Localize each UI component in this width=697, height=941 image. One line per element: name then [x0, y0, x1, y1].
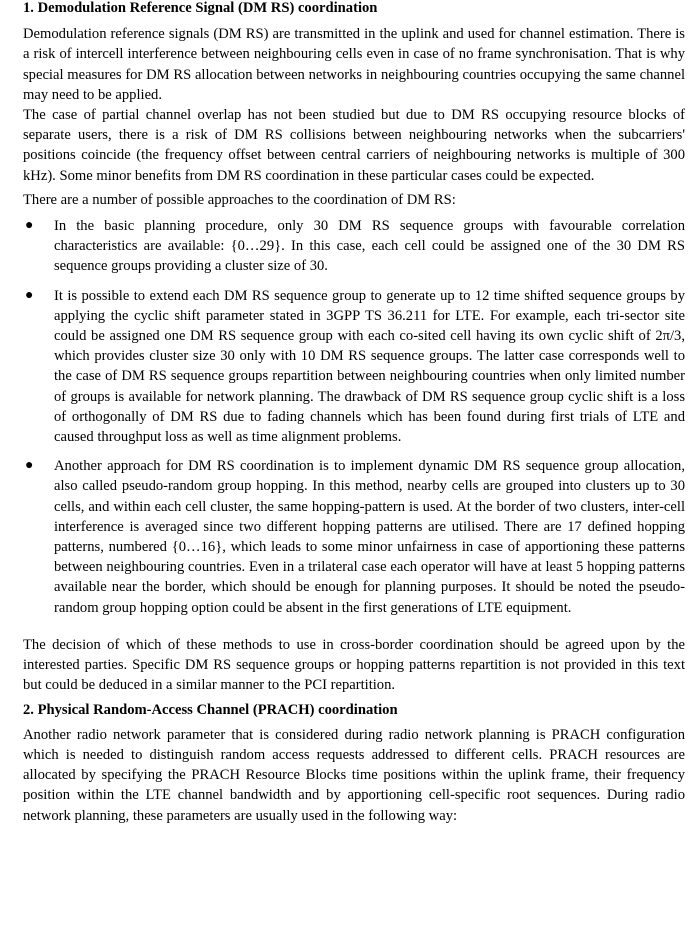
bullet-icon: ●	[25, 287, 34, 303]
section-1-conclusion: The decision of which of these methods to use in cross-border coordination should be agreed upon by the interested parties. Specific DM RS sequence groups or hopping patterns repartition is not provided in this text but could be deduced in a similar manner to the PCI repartition.	[23, 636, 685, 694]
list-item-text: In the basic planning procedure, only 30 DM RS sequence groups with favourable correlation characteristics are available: {0…29}. In this case, each cell could be assigned one of the 30 DM RS sequence groups providing a cluster size of 30.	[54, 218, 685, 275]
bullet-icon: ●	[25, 218, 34, 234]
bullet-icon: ●	[25, 458, 34, 474]
section-1-paragraph-2: The case of partial channel overlap has not been studied but due to DM RS occupying resource blocks of separate users, there is a risk of DM RS collisions between neighbouring networks when the subcarriers' positions coincide (the frequency offset between central carriers of neighbouring networks is multiple of 300 kHz). Some minor benefits from DM RS coordination in these particular cases could be expected.	[23, 107, 685, 184]
list-item-text: It is possible to extend each DM RS sequence group to generate up to 12 time shifted sequence groups by applying the cyclic shift parameter stated in 3GPP TS 36.211 for LTE. For example, each tri-sector site could be assigned one DM RS sequence group with each co-sited cell having its own cyclic shift of 2π/3, which provides cluster size 30 only with 10 DM RS sequence groups. The latter case corresponds well to the case of DM RS sequence groups repartition between neighbouring countries when only limited number of groups is available for network planning. The drawback of DM RS sequence group cyclic shift is a loss of orthogonally of DM RS due to fading channels which has been found during first trials of LTE and caused throughput loss as well as time alignment problems.	[54, 287, 685, 446]
approaches-list	[23, 216, 685, 618]
section-1-heading: 1. Demodulation Reference Signal (DM RS) coordination	[23, 0, 378, 16]
section-1-paragraph-1: Demodulation reference signals (DM RS) are transmitted in the uplink and used for channel estimation. There is a risk of intercell interference between neighbouring cells even in case of no frame synchronisation. That is why special measures for DM RS allocation between networks in neighbouring countries occupying the same channel may need to be applied.	[23, 26, 685, 103]
list-item	[23, 456, 685, 618]
section-1-intro: There are a number of possible approaches to the coordination of DM RS:	[23, 191, 456, 208]
section-2-heading: 2. Physical Random-Access Channel (PRACH) coordination	[23, 701, 398, 718]
list-item	[23, 216, 685, 277]
list-item	[23, 286, 685, 448]
list-item-text: Another approach for DM RS coordination is to implement dynamic DM RS sequence group allocation, also called pseudo-random group hopping. In this method, nearby cells are grouped into clusters up to 30 cells, and within each cell cluster, the same hopping-pattern is used. At the border of two clusters, inter-cell interference is averaged since two different hopping patterns are utilised. There are 17 defined hopping patterns, numbered {0…16}, which leads to some minor unfairness in case of apportioning these patterns between neighbouring countries. Even in a trilateral case each operator will have at least 5 hopping patterns available near the border, which should be enough for planning purposes. It should be noted the pseudo-random group hopping option could be absent in the first generations of LTE equipment.	[54, 458, 685, 616]
section-2-paragraph-1: Another radio network parameter that is considered during radio network planning is PRACH configuration which is needed to distinguish random access requests addressed to different cells. PRACH resources are allocated by specifying the PRACH Resource Blocks time positions within the uplink frame, their frequency position within the LTE channel bandwidth and by apportioning cell-specific root sequences. During radio network planning, these parameters are usually used in the following way:	[23, 726, 685, 824]
